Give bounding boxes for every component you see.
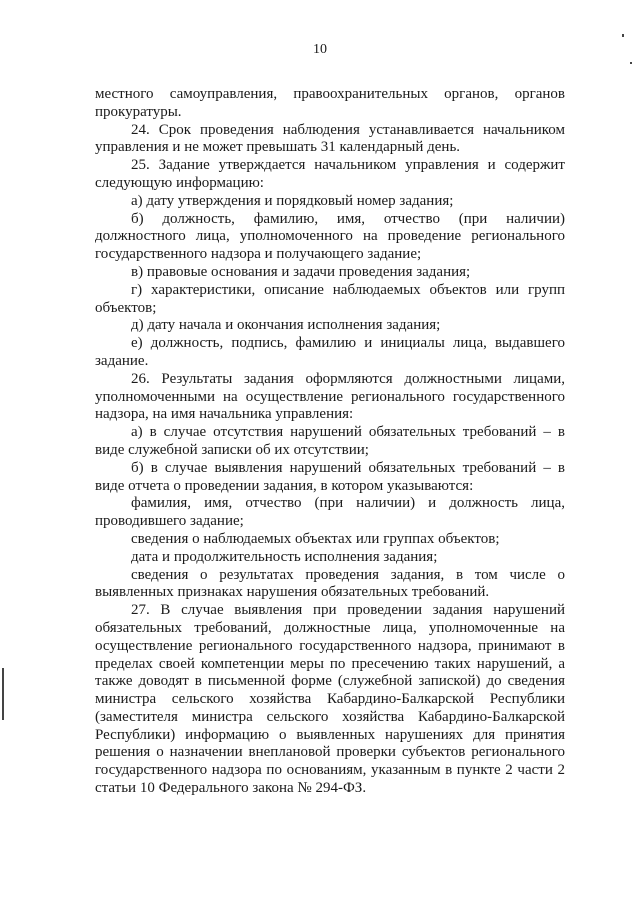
paragraph: сведения о наблюдаемых объектах или группах объектов; [131,530,500,547]
paragraph: 27. В случае выявления при проведении задания нарушений обязательных требований, должностные лица, уполномоченные на осуществление регионального государственного надзора, принимают в пределах своей компетенции меры по пресечению таких нарушений, а также доводят в письменной форме (служебной запиской) до сведения министра сельского хозяйства Кабардино-Балкарской Республики (заместителя министра сельского хозяйства Кабардино-Балкарской Республики) информацию о выявленных нарушениях для принятия решения о назначении внеплановой проверки субъектов регионального государственного надзора по основаниям, указанным в пункте 2 части 2 статьи 10 Федерального закона № 294-ФЗ. [95,602,565,797]
paragraph: д) дату начала и окончания исполнения задания; [131,317,441,334]
scan-mark-right [630,62,632,64]
paragraph: 26. Результаты задания оформляются должностными лицами, уполномоченными на осуществление регионального государственного надзора, на имя начальника управления: [95,370,565,423]
paragraph: е) должность, подпись, фамилию и инициалы лица, выдавшего задание. [95,335,565,369]
paragraph: б) в случае выявления нарушений обязательных требований – в виде отчета о проведении задания, в котором указываются: [95,459,565,494]
page-number: 10 [313,42,327,57]
document-body [95,86,565,798]
paragraph: фамилия, имя, отчество (при наличии) и должность лица, проводившего задание; [95,495,565,530]
paragraph: сведения о результатах проведения задания, в том числе о выявленных признаках нарушения обязательных требований. [95,566,565,601]
paragraph: местного самоуправления, правоохранительных органов, органов прокуратуры. [95,86,565,120]
scan-mark-top-right [622,34,624,37]
paragraph: 24. Срок проведения наблюдения устанавливается начальником управления и не может превышать 31 календарный день. [95,121,565,156]
paragraph: в) правовые основания и задачи проведения задания; [131,263,471,280]
paragraph: 25. Задание утверждается начальником управления и содержит следующую информацию: [95,157,565,191]
scan-mark-left [2,668,4,720]
paragraph: а) дату утверждения и порядковый номер задания; [131,192,454,209]
paragraph: дата и продолжительность исполнения задания; [131,548,438,565]
paragraph: г) характеристики, описание наблюдаемых объектов или групп объектов; [95,281,565,316]
paragraph: б) должность, фамилию, имя, отчество (при наличии) должностного лица, уполномоченного на проведение регионального государственного надзора и получающего задание; [95,210,565,263]
paragraph: а) в случае отсутствия нарушений обязательных требований – в виде служебной записки об их отсутствии; [95,424,565,458]
